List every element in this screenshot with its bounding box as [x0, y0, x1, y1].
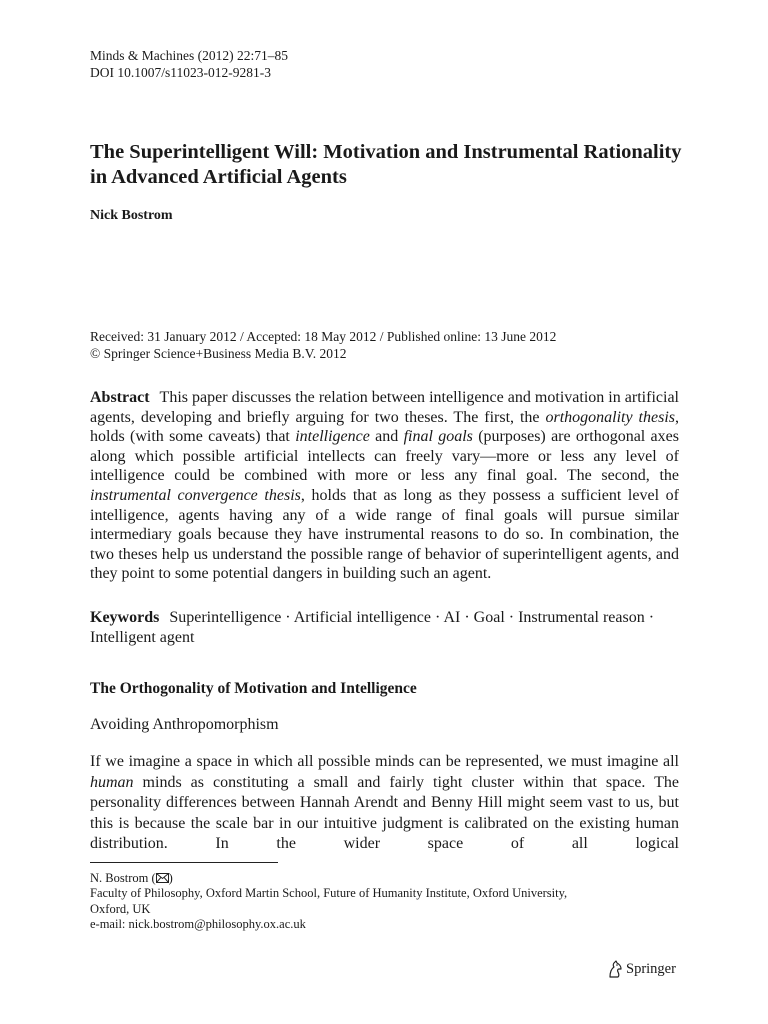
copyright-line: © Springer Science+Business Media B.V. 2012 — [90, 346, 347, 361]
body-text-1: If we imagine a space in which all possible minds can be represented, we must imagine all — [90, 753, 679, 770]
footnote-name-close: ) — [168, 871, 173, 885]
publisher-name: Springer — [626, 960, 676, 977]
abstract-text-3: and — [369, 428, 404, 446]
footnote-name: N. Bostrom ( — [90, 871, 156, 885]
springer-horse-icon — [607, 960, 623, 978]
publication-history — [90, 328, 556, 362]
footnote-name-line — [90, 871, 690, 886]
abstract-text-1: This paper discusses the relation between intelligence and motivation in artificial agents, developing and briefly arguing for two theses. The first, the — [90, 389, 679, 426]
dates-line: Received: 31 January 2012 / Accepted: 18 May 2012 / Published online: 13 June 2012 — [90, 329, 557, 344]
abstract-text-4: (purposes) are orthogonal axes along which possible artificial intellects can freely vary—more or less any level of intelligence could be combined with more or less any final goal. The second, the — [90, 428, 679, 485]
paper-title: The Superintelligent Will: Motivation and Instrumental Rationality in Advanced Artificial Agents — [90, 141, 682, 188]
abstract-term-orthogonality: orthogonality thesis — [545, 408, 675, 426]
abstract-text-5: , holds that as long as they possess a sufficient level of intelligence, agents having any of a wide range of final goals will pursue similar intermediary goals because they have instrumental reasons to do so. In combination, the two theses help us understand the possible range of behavior of superintelligent agents, and they point to some potential dangers in building such an agent. — [90, 486, 680, 583]
abstract-term-instrumental: instrumental convergence thesis — [90, 486, 301, 504]
keywords-label: Keywords — [90, 609, 160, 626]
abstract-label: Abstract — [90, 389, 150, 406]
footnote-email[interactable]: e-mail: nick.bostrom@philosophy.ox.ac.uk — [90, 917, 306, 932]
body-term-human: human — [90, 773, 134, 791]
subsection-heading: Avoiding Anthropomorphism — [90, 716, 279, 733]
keywords-list: Superintelligence · Artificial intelligence · AI · Goal · Instrumental reason · Intelligent agent — [90, 609, 655, 646]
footnote-divider — [90, 862, 278, 863]
abstract-term-intelligence: intelligence — [295, 428, 370, 446]
publisher-logo — [607, 960, 676, 978]
body-paragraph — [90, 752, 679, 855]
section-heading: The Orthogonality of Motivation and Intelligence — [90, 680, 417, 697]
author-name: Nick Bostrom — [90, 208, 173, 223]
keywords — [90, 608, 679, 647]
doi[interactable]: DOI 10.1007/s11023-012-9281-3 — [90, 65, 271, 80]
body-text-2: minds as constituting a small and fairly tight cluster within that space. The personality differences between Hannah Arendt and Benny Hill might seem vast to us, but this is because the scale bar in our intuitive judgment is calibrated on the existing human distribution. In the wider space of all logical — [90, 773, 679, 852]
abstract-text-2: , holds (with some caveats) that — [90, 408, 679, 446]
abstract-term-final-goals: final goals — [403, 428, 473, 446]
author-footnote — [90, 871, 690, 933]
journal-citation: Minds & Machines (2012) 22:71–85 — [90, 48, 288, 63]
footnote-affiliation-2: Oxford, UK — [90, 901, 151, 916]
footnote-affiliation-1: Faculty of Philosophy, Oxford Martin School, Future of Humanity Institute, Oxford University, — [90, 886, 568, 901]
envelope-icon[interactable] — [156, 873, 169, 883]
abstract — [90, 388, 679, 584]
journal-header — [90, 47, 288, 81]
